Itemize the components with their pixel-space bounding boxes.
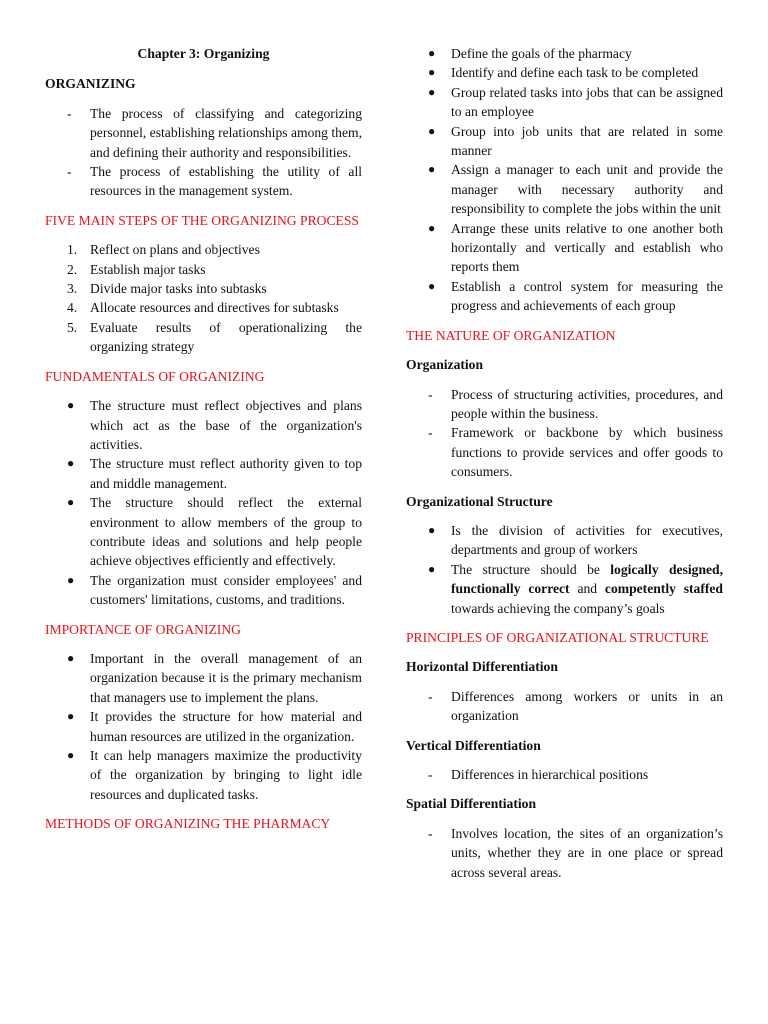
spatial-definition bbox=[406, 824, 723, 882]
principles-heading: PRINCIPLES OF ORGANIZATIONAL STRUCTURE bbox=[406, 629, 709, 645]
spatial-heading: Spatial Differentiation bbox=[406, 796, 537, 812]
vertical-definition bbox=[406, 765, 723, 784]
list-item: ● Arrange these units relative to one another both horizontally and vertically and establish who reports them bbox=[428, 220, 723, 275]
list-item: - Differences among workers or units in an organization bbox=[428, 688, 723, 724]
methods-heading: METHODS OF ORGANIZING THE PHARMACY bbox=[45, 816, 331, 832]
list-item: ● Group into job units that are related in some manner bbox=[428, 123, 723, 159]
list-item: 5. Evaluate results of operationalizing the organizing strategy bbox=[67, 319, 362, 355]
horizontal-definition bbox=[406, 687, 723, 726]
nature-heading: THE NATURE OF ORGANIZATION bbox=[406, 327, 616, 343]
list-item: ● Important in the overall management of an organization because it is the primary mechanism that managers use to implement the plans. bbox=[67, 650, 362, 705]
importance-list bbox=[45, 649, 362, 804]
list-item: - Process of structuring activities, procedures, and people within the business. bbox=[428, 386, 723, 421]
list-item: ● The structure should be logically designed, functionally correct and competently staffed towards achieving the company’s goals bbox=[428, 561, 723, 616]
methods-list bbox=[406, 44, 723, 316]
list-item: ● It provides the structure for how material and human resources are utilized in the organization. bbox=[67, 709, 362, 744]
structure-list bbox=[406, 521, 723, 618]
list-item: - Involves location, the sites of an organization’s units, whether they are in one place or spread across several areas. bbox=[428, 825, 723, 880]
organizing-heading: ORGANIZING bbox=[45, 76, 136, 92]
list-item: ● It can help managers maximize the productivity of the organization by bringing to light idle resources and duplicated tasks. bbox=[67, 748, 362, 802]
list-item: ● The structure should reflect the external environment to allow members of the group to contribute ideas and solutions and help people achieve objectives efficiently and effectively. bbox=[67, 495, 362, 569]
organization-definitions bbox=[406, 385, 723, 482]
list-item: ● Establish a control system for measuring the progress and achievements of each group bbox=[428, 278, 723, 314]
list-item: ● Group related tasks into jobs that can be assigned to an employee bbox=[428, 84, 723, 120]
list-item: - The process of classifying and categorizing personnel, establishing relationships among them, and defining their authority and responsibilities. bbox=[67, 105, 362, 160]
list-item: 4. Allocate resources and directives for subtasks bbox=[67, 300, 339, 316]
list-item: 2. Establish major tasks bbox=[67, 261, 206, 277]
list-item: 3. Divide major tasks into subtasks bbox=[67, 281, 267, 297]
fundamentals-heading: FUNDAMENTALS OF ORGANIZING bbox=[45, 368, 265, 384]
list-item: ● The structure must reflect authority given to top and middle management. bbox=[67, 456, 362, 491]
horizontal-heading: Horizontal Differentiation bbox=[406, 659, 558, 675]
list-item: 1. Reflect on plans and objectives bbox=[67, 242, 260, 258]
organizing-definitions bbox=[45, 104, 362, 201]
fundamentals-list bbox=[45, 396, 362, 609]
steps-heading: FIVE MAIN STEPS OF THE ORGANIZING PROCESS bbox=[45, 212, 359, 228]
list-item: ● Define the goals of the pharmacy bbox=[428, 46, 632, 61]
chapter-title: Chapter 3: Organizing bbox=[137, 46, 270, 61]
list-item: ● Identify and define each task to be completed bbox=[428, 65, 699, 81]
left-column bbox=[45, 44, 362, 844]
right-column bbox=[406, 44, 723, 892]
list-item: ● Assign a manager to each unit and provide the manager with necessary authority and responsibility to complete the jobs within the unit bbox=[428, 162, 723, 217]
list-item: - The process of establishing the utility of all resources in the management system. bbox=[67, 164, 362, 199]
vertical-heading: Vertical Differentiation bbox=[406, 737, 541, 753]
importance-heading: IMPORTANCE OF ORGANIZING bbox=[45, 621, 241, 637]
steps-list bbox=[45, 240, 362, 356]
list-item: ● The structure must reflect objectives and plans which act as the base of the organization's activities. bbox=[67, 398, 362, 452]
structure-heading: Organizational Structure bbox=[406, 493, 553, 509]
list-item: - Framework or backbone by which business functions to provide services and offer goods to consumers. bbox=[428, 425, 723, 480]
list-item: ● Is the division of activities for executives, departments and group of workers bbox=[428, 522, 723, 558]
list-item: ● The organization must consider employees' and customers' limitations, customs, and traditions. bbox=[67, 572, 362, 608]
organization-heading: Organization bbox=[406, 357, 484, 373]
list-item: - Differences in hierarchical positions bbox=[428, 767, 649, 782]
